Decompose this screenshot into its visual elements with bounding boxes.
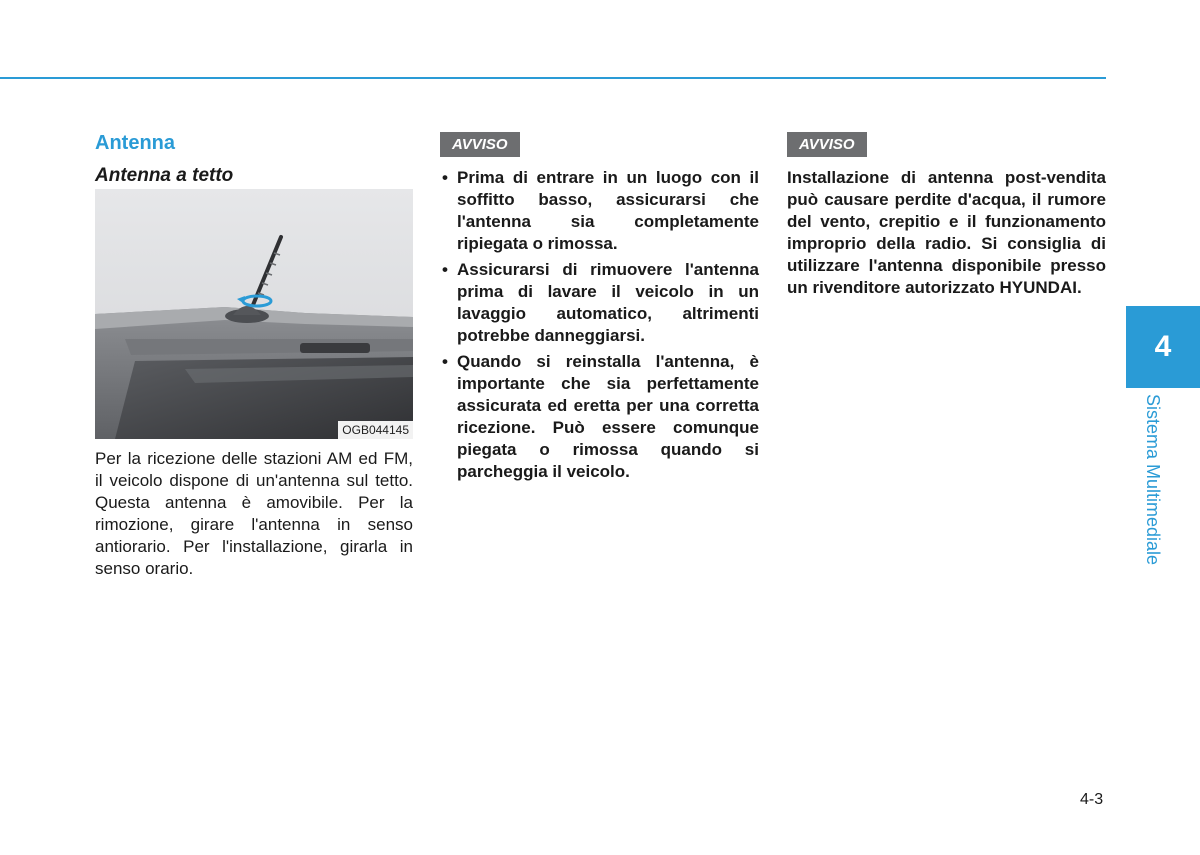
section-body: Per la ricezione delle stazioni AM ed FM, il veicolo dispone di un'antenna sul tetto. Questa antenna è amovibile. Per la rimozione, girare l'antenna in senso antiorario. Per l'installazione, girarla in senso orario. xyxy=(95,449,413,578)
notice-box-1 xyxy=(440,132,759,487)
bullet-icon: • xyxy=(442,352,448,371)
list-item xyxy=(440,259,759,347)
list-item xyxy=(440,351,759,483)
subsection-title: Antenna a tetto xyxy=(95,165,234,186)
bullet-icon: • xyxy=(442,260,448,279)
notice-box-2 xyxy=(787,132,1106,299)
chapter-number-tab: 4 xyxy=(1126,306,1200,388)
notice-tag: AVVISO xyxy=(787,132,867,157)
antenna-section xyxy=(95,130,413,578)
notice-item-text: Assicurarsi di rimuovere l'antenna prima di lavare il veicolo in un lavaggio automatico, altrimenti potrebbe danneggiarsi. xyxy=(457,260,759,345)
notice-item-text: Quando si reinstalla l'antenna, è importante che sia perfettamente assicurata ed eretta per una corretta ricezione. Può essere comunque piegata o rimossa quando si parcheggia il veicolo. xyxy=(457,352,759,481)
roof-antenna-illustration xyxy=(95,189,413,439)
notice-text: Installazione di antenna post-vendita può causare perdite d'acqua, il rumore del vento, crepitio e il funzionamento improprio della radio. Si consiglia di utilizzare l'antenna disponibile presso un rivenditore autorizzato HYUNDAI. xyxy=(787,168,1106,297)
list-item xyxy=(440,167,759,255)
notice-list xyxy=(440,167,759,483)
notice-item-text: Prima di entrare in un luogo con il soffitto basso, assicurarsi che l'antenna sia completamente ripiegata o rimossa. xyxy=(457,168,759,253)
section-title: Antenna xyxy=(95,132,175,154)
header-rule xyxy=(0,77,1106,79)
figure-code: OGB044145 xyxy=(338,421,413,439)
car-roof-drawing xyxy=(95,189,413,439)
notice-tag: AVVISO xyxy=(440,132,520,157)
page-number: 4-3 xyxy=(1080,791,1104,808)
bullet-icon: • xyxy=(442,168,448,187)
chapter-title: Sistema Multimediale xyxy=(1143,394,1163,566)
